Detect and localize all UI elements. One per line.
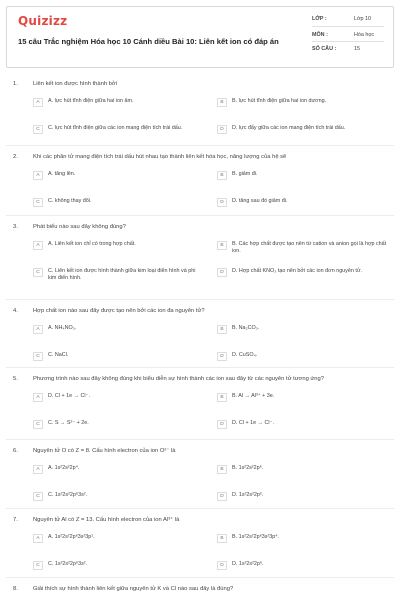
- divider: [6, 439, 394, 440]
- meta-row-count: [312, 46, 386, 52]
- answer-option-d[interactable]: [217, 492, 387, 501]
- answer-option-d[interactable]: [217, 561, 387, 570]
- divider: [312, 41, 384, 42]
- divider: [6, 299, 394, 300]
- option-text: A. Liên kết ion chỉ có trong hợp chất.: [48, 241, 136, 247]
- option-text: B. giảm đi.: [232, 171, 258, 177]
- question-number: 6.: [13, 448, 18, 454]
- answer-option-a[interactable]: [33, 325, 203, 334]
- option-letter-box: A: [33, 325, 43, 334]
- answer-option-d[interactable]: [217, 352, 387, 361]
- option-letter-box: C: [33, 268, 43, 277]
- answer-option-c[interactable]: [33, 420, 203, 429]
- question-number: 1.: [13, 81, 18, 87]
- divider: [312, 26, 384, 27]
- answer-option-d[interactable]: [217, 268, 387, 277]
- option-letter-box: B: [217, 465, 227, 474]
- option-letter-box: C: [33, 420, 43, 429]
- question-text: Phát biểu nào sau đây không đúng?: [33, 224, 126, 230]
- answer-option-b[interactable]: [217, 393, 387, 402]
- option-text: D. 1s²2s²2p⁶.: [232, 561, 264, 567]
- option-text: C. S → S²⁻ + 2e.: [48, 420, 89, 426]
- option-letter-box: B: [217, 393, 227, 402]
- option-letter-box: A: [33, 98, 43, 107]
- meta-value: Lớp 10: [354, 16, 372, 22]
- option-letter-box: C: [33, 492, 43, 501]
- option-text: B. Na₂CO₃.: [232, 325, 260, 331]
- option-letter-box: B: [217, 98, 227, 107]
- answer-option-a[interactable]: [33, 534, 203, 543]
- divider: [6, 367, 394, 368]
- answer-option-c[interactable]: [33, 492, 203, 501]
- divider: [6, 508, 394, 509]
- meta-key: LỚP :: [312, 16, 327, 22]
- question-number: 2.: [13, 154, 18, 160]
- question-number: 5.: [13, 376, 18, 382]
- answer-option-b[interactable]: [217, 534, 387, 543]
- answer-option-b[interactable]: [217, 465, 387, 474]
- divider: [6, 145, 394, 146]
- question-number: 8.: [13, 586, 18, 592]
- answer-option-a[interactable]: [33, 393, 203, 402]
- option-letter-box: C: [33, 125, 43, 134]
- question-number: 7.: [13, 517, 18, 523]
- option-letter-box: B: [217, 325, 227, 334]
- option-letter-box: D: [217, 352, 227, 361]
- option-text: D. tăng sau đó giảm đi.: [232, 198, 288, 204]
- option-letter-box: A: [33, 171, 43, 180]
- option-letter-box: A: [33, 534, 43, 543]
- answer-option-a[interactable]: [33, 171, 203, 180]
- question-text: Khi các phân tử mang điện tích trái dấu hút nhau tạo thành liên kết hóa học, năng lượng của hệ sẽ: [33, 154, 287, 160]
- option-text: D. Cl + 1e → Cl⁻.: [232, 420, 274, 426]
- answer-option-b[interactable]: [217, 171, 387, 180]
- answer-option-c[interactable]: [33, 352, 203, 361]
- answer-option-a[interactable]: [33, 465, 203, 474]
- option-letter-box: C: [33, 352, 43, 361]
- option-text: D. Hợp chất KNO₃ tạo nên bởi các ion đơn nguyên tử.: [232, 268, 362, 274]
- question-text: Nguyên tử Al có Z = 13. Cấu hình electron của ion Al³⁺ là: [33, 517, 180, 523]
- option-letter-box: C: [33, 198, 43, 207]
- option-letter-box: D: [217, 268, 227, 277]
- meta-key: MÔN :: [312, 32, 328, 38]
- option-letter-box: D: [217, 492, 227, 501]
- answer-option-c[interactable]: [33, 198, 203, 207]
- quizizz-logo: Quizizz: [18, 14, 68, 28]
- meta-row-grade: [312, 16, 386, 22]
- answer-option-b[interactable]: [217, 325, 387, 334]
- option-text: A. 1s²2s²2p⁶3s²3p¹.: [48, 534, 95, 540]
- option-letter-box: B: [217, 171, 227, 180]
- option-letter-box: D: [217, 420, 227, 429]
- option-text: C. NaCl.: [48, 352, 69, 358]
- option-letter-box: B: [217, 534, 227, 543]
- option-letter-box: D: [217, 125, 227, 134]
- option-letter-box: D: [217, 561, 227, 570]
- option-text: A. 1s²2s²2p⁴.: [48, 465, 80, 471]
- option-letter-box: A: [33, 465, 43, 474]
- option-text: B. lực hút tĩnh điện giữa hai ion dương.: [232, 98, 327, 104]
- divider: [6, 215, 394, 216]
- option-letter-box: A: [33, 241, 43, 250]
- option-text: D. 1s²2s²2p².: [232, 492, 264, 498]
- answer-option-c[interactable]: [33, 125, 203, 134]
- option-letter-box: C: [33, 561, 43, 570]
- option-text: B. Các hợp chất được tạo nên từ cation và anion gọi là hợp chất ion.: [232, 241, 387, 254]
- option-text: C. không thay đổi.: [48, 198, 92, 204]
- question-text: Liên kết ion được hình thành bởi: [33, 81, 117, 87]
- option-letter-box: A: [33, 393, 43, 402]
- answer-option-c[interactable]: [33, 561, 203, 570]
- option-text: A. NH₄NO₃.: [48, 325, 77, 331]
- option-text: B. Al → Al³⁺ + 3e.: [232, 393, 275, 399]
- answer-option-b[interactable]: [217, 241, 387, 255]
- meta-row-subject: [312, 32, 386, 38]
- answer-option-b[interactable]: [217, 98, 387, 107]
- answer-option-d[interactable]: [217, 420, 387, 429]
- option-text: C. 1s²2s²2p⁶3s².: [48, 561, 88, 567]
- option-text: B. 1s²2s²2p⁶.: [232, 465, 264, 471]
- option-text: C. 1s²2s²2p⁶3s².: [48, 492, 88, 498]
- divider: [6, 577, 394, 578]
- page-title: 15 câu Trắc nghiệm Hóa học 10 Cánh diều Bài 10: Liên kết ion có đáp án: [18, 37, 279, 46]
- question-number: 3.: [13, 224, 18, 230]
- option-text: D. Cl + 1e → Cl⁻.: [48, 393, 90, 399]
- meta-key: SỐ CÂU :: [312, 46, 337, 52]
- question-number: 4.: [13, 308, 18, 314]
- answer-option-c[interactable]: [33, 268, 203, 282]
- question-text: Nguyên tử O có Z = 8. Cấu hình electron của ion O²⁻ là: [33, 448, 176, 454]
- option-text: C. Liên kết ion được hình thành giữa kim loại điển hình và phi kim điển hình.: [48, 268, 196, 281]
- option-letter-box: B: [217, 241, 227, 250]
- answer-option-a[interactable]: [33, 241, 203, 250]
- option-text: B. 1s²2s²2p⁶3s²3p⁴.: [232, 534, 280, 540]
- question-text: Giải thích sự hình thành liên kết giữa nguyên tử K và Cl nào sau đây là đúng?: [33, 586, 234, 592]
- question-text: Hợp chất ion nào sau đây được tạo nên bởi các ion đa nguyên tử?: [33, 308, 205, 314]
- answer-option-a[interactable]: [33, 98, 203, 107]
- meta-value: Hóa học: [354, 32, 375, 38]
- option-text: C. lực hút tĩnh điện giữa các ion mang điện tích trái dấu.: [48, 125, 183, 131]
- meta-value: 15: [354, 46, 360, 52]
- option-letter-box: D: [217, 198, 227, 207]
- answer-option-d[interactable]: [217, 125, 387, 134]
- option-text: D. CuSO₄.: [232, 352, 258, 358]
- question-text: Phương trình nào sau đây không đúng khi biểu diễn sự hình thành các ion sau đây từ các nguyên tử tương ứng?: [33, 376, 324, 382]
- option-text: D. lực đẩy giữa các ion mang điện tích trái dấu.: [232, 125, 346, 131]
- option-text: A. tăng lên.: [48, 171, 76, 177]
- option-text: A. lực hút tĩnh điện giữa hai ion âm.: [48, 98, 134, 104]
- answer-option-d[interactable]: [217, 198, 387, 207]
